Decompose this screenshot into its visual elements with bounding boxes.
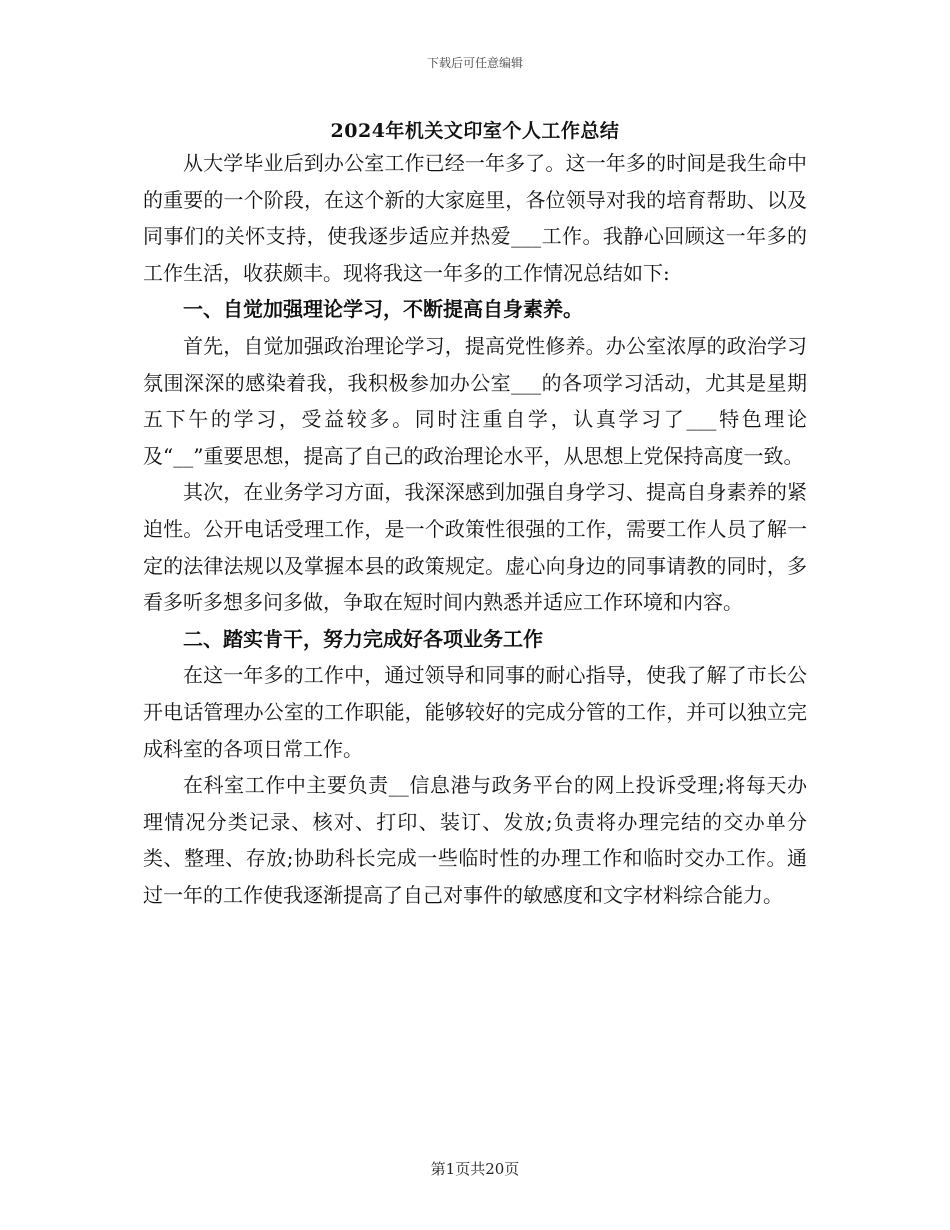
paragraph-business-study: 其次，在业务学习方面，我深深感到加强自身学习、提高自身素养的紧迫性。公开电话受理工作，是一个政策性很强的工作，需要工作人员了解一定的法律法规以及掌握本县的政策规定。虚心向身边的同事请教的同时，多看多听多想多问多做，争取在短时间内熟悉并适应工作环境和内容。	[143, 480, 807, 615]
paragraph-work-experience: 在这一年多的工作中，通过领导和同事的耐心指导，使我了解了市长公开电话管理办公室的工作职能，能够较好的完成分管的工作，并可以独立完成科室的各项日常工作。	[143, 663, 807, 761]
page-header-note: 下载后可任意编辑	[426, 56, 523, 70]
paragraph-duties: 在科室工作中主要负责__信息港与政务平台的网上投诉受理;将每天办理情况分类记录、核对、打印、装订、发放;负责将办理完结的交办单分类、整理、存放;协助科长完成一些临时性的办理工作和临时交办工作。通过一年的工作使我逐渐提高了自己对事件的敏感度和文字材料综合能力。	[143, 773, 807, 907]
section-heading-2: 二、踏实肯干，努力完成好各项业务工作	[183, 626, 543, 651]
section-heading-1: 一、自觉加强理论学习，不断提高自身素养。	[183, 297, 583, 322]
paragraph-political-study: 首先，自觉加强政治理论学习，提高党性修养。办公室浓厚的政治学习氛围深深的感染着我，我积极参加办公室___的各项学习活动，尤其是星期五下午的学习，受益较多。同时注重自学，认真学习了___特色理论及“__”重要思想，提高了自己的政治理论水平，从思想上党保持高度一致。	[143, 333, 807, 468]
paragraph-intro: 从大学毕业后到办公室工作已经一年多了。这一年多的时间是我生命中的重要的一个阶段，在这个新的大家庭里，各位领导对我的培育帮助、以及同事们的关怀支持，使我逐步适应并热爱___工作。我静心回顾这一年多的工作生活，收获颇丰。现将我这一年多的工作情况总结如下:	[143, 151, 807, 285]
document-body	[143, 145, 807, 913]
document-title: 2024年机关文印室个人工作总结	[330, 120, 620, 142]
page-footer: 第1页共20页	[430, 1160, 520, 1178]
